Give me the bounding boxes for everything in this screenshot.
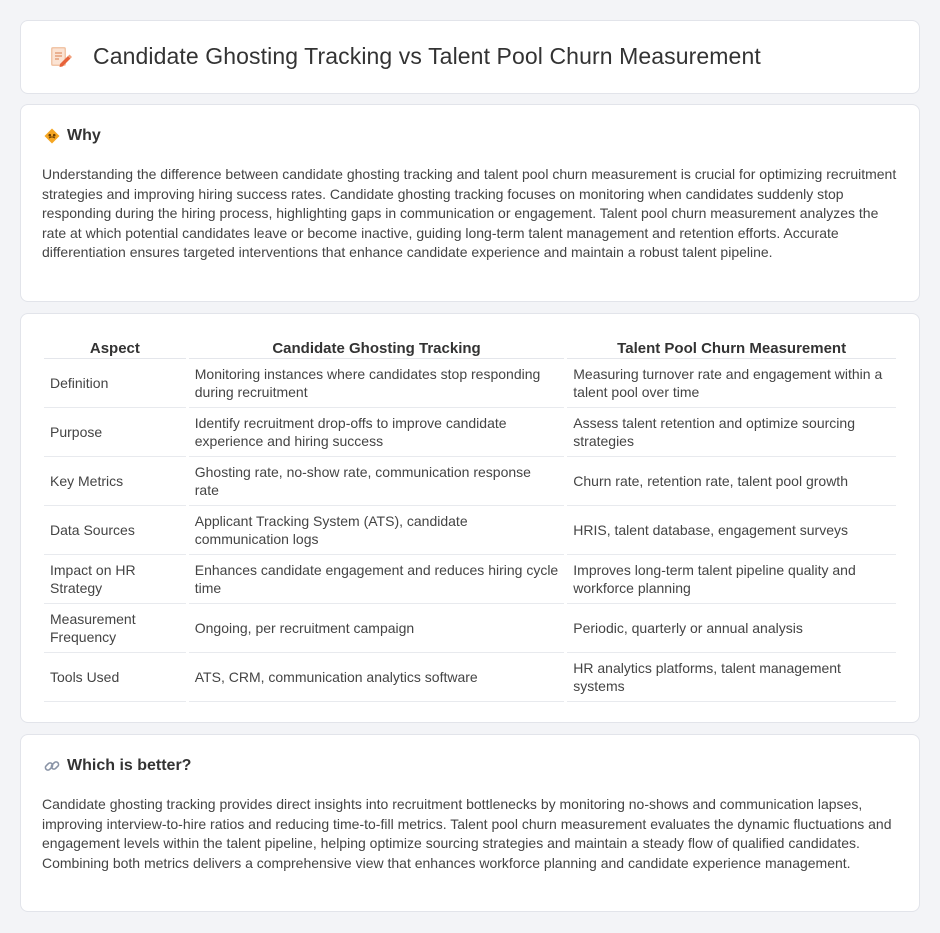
why-heading: Why [67, 127, 101, 144]
which-heading: Which is better? [67, 757, 192, 774]
which-heading-row [43, 757, 191, 775]
header-churn: Talent Pool Churn Measurement [567, 335, 896, 359]
table-header-row [44, 335, 896, 359]
document-edit-icon [47, 44, 73, 70]
page-title: Candidate Ghosting Tracking vs Talent Pool Churn Measurement [93, 43, 761, 69]
table-row [44, 604, 896, 653]
row-ghosting: Identify recruitment drop-offs to improve candidate experience and hiring success [189, 408, 565, 457]
title-card [20, 20, 920, 94]
row-churn: Churn rate, retention rate, talent pool growth [567, 457, 896, 506]
row-ghosting: Enhances candidate engagement and reduces hiring cycle time [189, 555, 565, 604]
row-aspect: Tools Used [44, 653, 186, 702]
row-churn: Improves long-term talent pipeline quality and workforce planning [567, 555, 896, 604]
comparison-table-card [20, 313, 920, 723]
row-ghosting: Ghosting rate, no-show rate, communication response rate [189, 457, 565, 506]
table-row [44, 408, 896, 457]
row-churn: Periodic, quarterly or annual analysis [567, 604, 896, 653]
row-churn: Measuring turnover rate and engagement within a talent pool over time [567, 359, 896, 408]
row-aspect: Measurement Frequency [44, 604, 186, 653]
which-section [20, 734, 920, 912]
table-row [44, 555, 896, 604]
why-heading-row [43, 127, 101, 145]
row-churn: HR analytics platforms, talent management systems [567, 653, 896, 702]
row-aspect: Impact on HR Strategy [44, 555, 186, 604]
title-row [47, 43, 761, 70]
row-churn: HRIS, talent database, engagement surveys [567, 506, 896, 555]
diamond-sign-icon [43, 127, 61, 145]
row-aspect: Key Metrics [44, 457, 186, 506]
link-icon [43, 757, 61, 775]
comparison-table [41, 335, 899, 702]
which-text: Candidate ghosting tracking provides direct insights into recruitment bottlenecks by monitoring no-shows and communication lapses, improving interview-to-hire ratios and reducing time-to-fill metrics. Talent pool churn measurement evaluates the dynamic fluctuations and engagement levels within the talent pipeline, helping optimize sourcing strategies and maintain a steady flow of qualified candidates. Combining both metrics delivers a comprehensive view that enhances workforce planning and candidate experience management. [42, 796, 892, 871]
header-aspect: Aspect [44, 335, 186, 359]
row-ghosting: Applicant Tracking System (ATS), candidate communication logs [189, 506, 565, 555]
row-aspect: Definition [44, 359, 186, 408]
row-ghosting: ATS, CRM, communication analytics software [189, 653, 565, 702]
table-row [44, 506, 896, 555]
table-row [44, 457, 896, 506]
row-aspect: Purpose [44, 408, 186, 457]
row-ghosting: Ongoing, per recruitment campaign [189, 604, 565, 653]
row-aspect: Data Sources [44, 506, 186, 555]
header-ghosting: Candidate Ghosting Tracking [189, 335, 565, 359]
table-row [44, 359, 896, 408]
row-churn: Assess talent retention and optimize sourcing strategies [567, 408, 896, 457]
row-ghosting: Monitoring instances where candidates stop responding during recruitment [189, 359, 565, 408]
table-row [44, 653, 896, 702]
why-text: Understanding the difference between candidate ghosting tracking and talent pool churn measurement is crucial for optimizing recruitment strategies and improving hiring success rates. Candidate ghosting tracking focuses on monitoring when candidates suddenly stop responding during the hiring process, highlighting gaps in communication or engagement. Talent pool churn measurement analyzes the rate at which potential candidates leave or become inactive, guiding long-term talent management and retention efforts. Accurate differentiation ensures targeted interventions that enhance candidate experience and maintain a robust talent pipeline. [42, 166, 897, 261]
why-section [20, 104, 920, 302]
